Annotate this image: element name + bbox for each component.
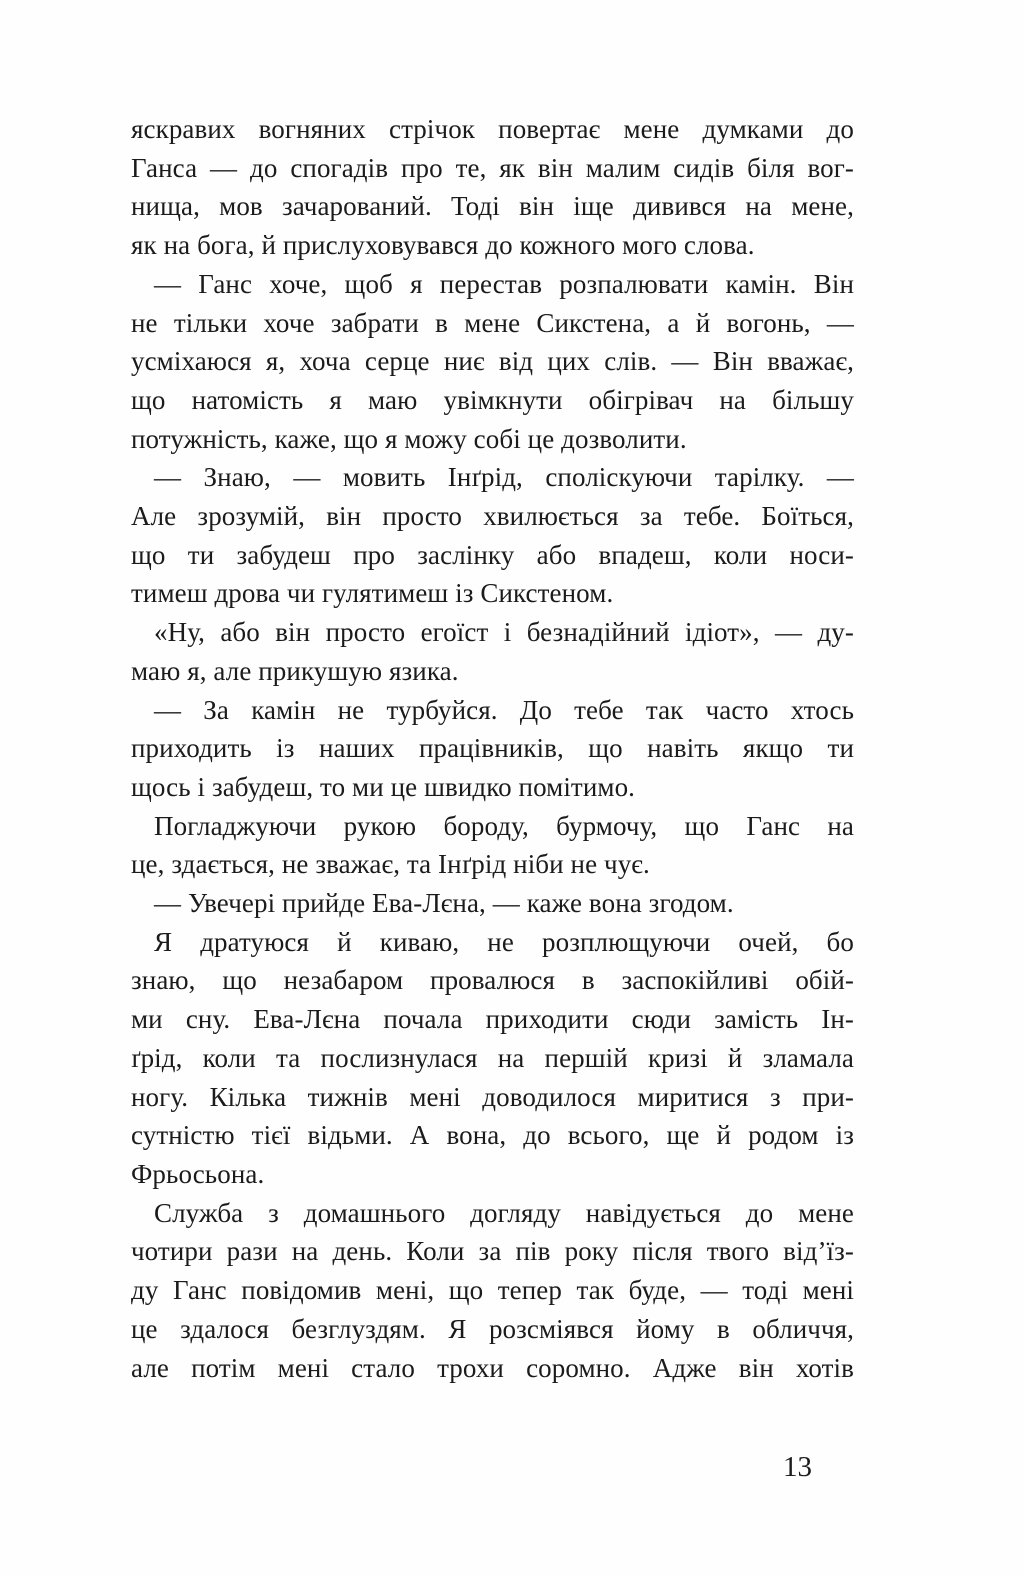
text-line: Але зрозумій, він просто хвилюється за тебе. Боїться,	[131, 501, 854, 532]
text-line: сутністю тієї відьми. А вона, до всього, ще й родом із	[131, 1120, 854, 1151]
text-line: це здалося безглуздям. Я розсміявся йому в обличчя,	[131, 1313, 854, 1344]
text-line: чотири рази на день. Коли за пів року після твого від’їз-	[131, 1236, 854, 1267]
text-line: Я дратуюся й киваю, не розплющуючи очей, бо	[154, 926, 854, 957]
text-line: Погладжуючи рукою бороду, бурмочу, що Ганс на	[154, 810, 854, 841]
text-line: щось і забудеш, то ми це швидко помітимо.	[131, 771, 636, 802]
text-line: — Знаю, — мовить Інґрід, споліскуючи тарілку. —	[154, 462, 854, 493]
text-line: що натомість я маю увімкнути обігрівач на більшу	[131, 384, 854, 415]
paragraph	[131, 265, 854, 459]
paragraph	[131, 613, 854, 690]
text-line: ми сну. Ева-Лєна почала приходити сюди замість Ін-	[131, 1004, 854, 1035]
text-line: тимеш дрова чи гулятимеш із Сикстеном.	[131, 578, 614, 609]
paragraph	[131, 923, 854, 1194]
text-line: Служба з домашнього догляду навідується до мене	[154, 1197, 854, 1228]
text-line: — Ганс хоче, щоб я перестав розпалювати камін. Він	[154, 268, 854, 299]
text-line: — За камін не турбуйся. До тебе так часто хтось	[154, 694, 854, 725]
paragraph	[131, 884, 854, 923]
text-line: «Ну, або він просто егоїст і безнадійний ідіот», — ду-	[154, 617, 854, 648]
text-line: не тільки хоче забрати в мене Сикстена, а й вогонь, —	[131, 307, 854, 338]
text-line: ґрід, коли та послизнулася на першій кризі й зламала	[131, 1042, 854, 1073]
text-line: нища, мов зачарований. Тоді він іще дивився на мене,	[131, 191, 854, 222]
text-line: як на бога, й прислуховувався до кожного мого слова.	[131, 230, 755, 261]
paragraph	[131, 458, 854, 613]
text-line: — Увечері прийде Ева-Лєна, — каже вона згодом.	[154, 888, 734, 919]
paragraph	[131, 110, 854, 265]
text-line: але потім мені стало трохи соромно. Адже він хотів	[131, 1352, 854, 1383]
text-line: маю я, але прикушую язика.	[131, 655, 459, 686]
paragraph	[131, 807, 854, 884]
text-line: приходить із наших працівників, що навіть якщо ти	[131, 733, 854, 764]
text-line: потужність, каже, що я можу собі це дозволити.	[131, 423, 687, 454]
text-line: Ганса — до спогадів про те, як він малим сидів біля вог-	[131, 152, 854, 183]
text-line: яскравих вогняних стрічок повертає мене думками до	[131, 114, 854, 144]
paragraph	[131, 1194, 854, 1388]
page-number: 13	[783, 1451, 812, 1483]
text-line: ногу. Кілька тижнів мені доводилося миритися з при-	[131, 1081, 854, 1112]
text-line: знаю, що незабаром провалюся в заспокійливі обій-	[131, 965, 854, 996]
text-line: ду Ганс повідомив мені, що тепер так буде, — тоді мені	[131, 1275, 854, 1306]
text-block	[131, 110, 854, 1387]
text-line: що ти забудеш про заслінку або впадеш, коли носи-	[131, 539, 854, 570]
text-line: Фрьосьона.	[131, 1158, 265, 1189]
text-line: усміхаюся я, хоча серце ниє від цих слів. — Він вважає,	[131, 346, 854, 377]
paragraph	[131, 691, 854, 807]
text-line: це, здається, не зважає, та Інґрід ніби не чує.	[131, 849, 650, 880]
